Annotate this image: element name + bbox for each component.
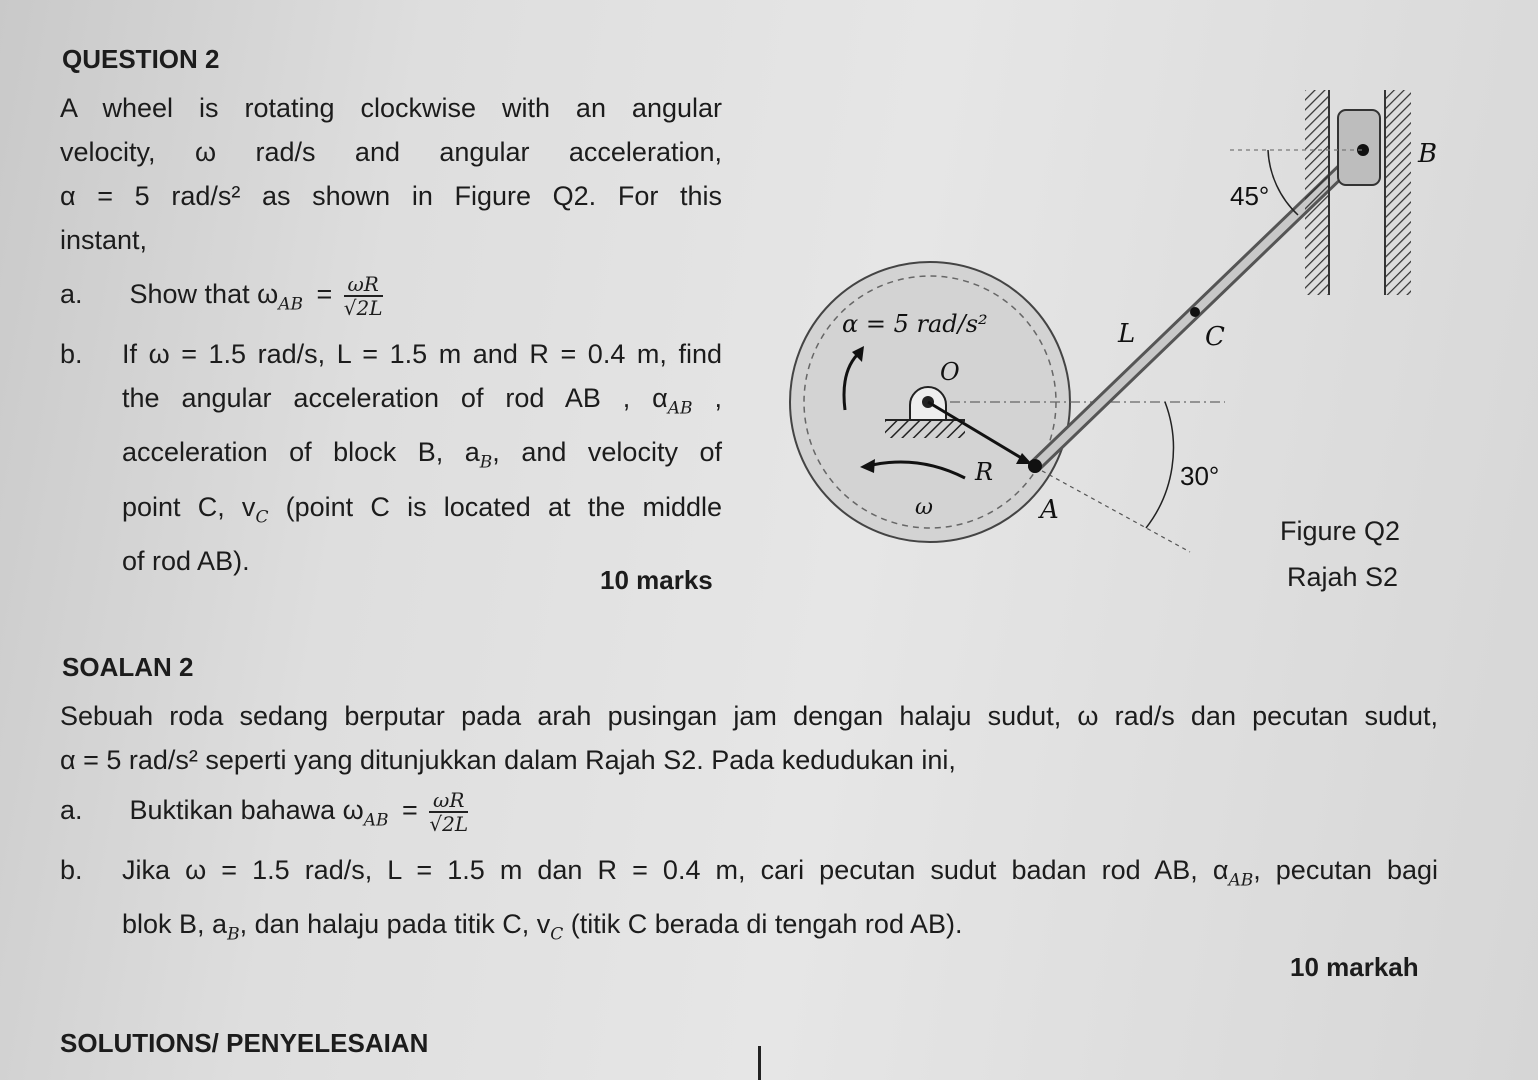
part-b-line: If ω = 1.5 rad/s, L = 1.5 m and R = 0.4 m, find <box>122 339 722 369</box>
alpha-label: α = 5 rad/s² <box>842 310 988 338</box>
angle-30-label: 30° <box>1180 461 1220 491</box>
soalan-b-sub: C <box>550 924 564 945</box>
part-b-sub: B <box>479 452 493 473</box>
soalan-a-sub: AB <box>363 810 389 831</box>
part-b-sub: C <box>255 507 269 528</box>
part-a-text: Show that ω <box>129 279 279 309</box>
question-intro <box>60 86 722 262</box>
part-b-line <box>122 485 722 539</box>
soalan-b-sub: B <box>227 924 240 945</box>
part-a-numerator: ωR <box>344 273 383 297</box>
angle-30-arc <box>1146 402 1173 528</box>
l-label: L <box>1118 319 1136 349</box>
soalan-a-fraction <box>429 789 468 835</box>
soalan-b-line <box>122 848 1438 902</box>
part-b-label: b. <box>60 339 83 369</box>
soalan-b-label: b. <box>60 855 83 885</box>
angle-45-arc <box>1268 150 1298 215</box>
left-wall-hatch <box>1305 90 1329 295</box>
question-part-a <box>60 272 387 326</box>
part-b-sub: AB <box>667 398 693 419</box>
soalan-marks: 10 markah <box>1290 952 1419 982</box>
text-cursor <box>758 1046 761 1080</box>
soalan-b-text: , pecutan bagi <box>1253 855 1438 885</box>
part-a-eq: = <box>316 279 333 309</box>
soalan-part-b <box>60 848 1438 957</box>
joint-a <box>1028 459 1042 473</box>
figure-caption-ms: Rajah S2 <box>1287 562 1399 592</box>
soalan-b-text: Jika ω = 1.5 rad/s, L = 1.5 m dan R = 0.4 m, cari pecutan sudut badan rod AB, α <box>122 855 1229 885</box>
point-c-dot <box>1190 307 1200 317</box>
question-intro-line: velocity, ω rad/s and angular acceleration, <box>60 137 722 167</box>
part-b-line <box>122 376 722 430</box>
figure-caption-en: Figure Q2 <box>1280 516 1401 546</box>
a-point-label: A <box>1040 495 1059 525</box>
soalan-a-numerator: ωR <box>429 789 468 813</box>
question-part-b <box>60 332 722 583</box>
question-title: QUESTION 2 <box>62 44 220 74</box>
part-a-fraction <box>344 273 383 319</box>
right-wall-hatch <box>1385 90 1411 295</box>
angle-45-label: 45° <box>1230 181 1270 211</box>
soalan-b-sub: AB <box>1228 870 1254 891</box>
o-label: O <box>940 358 960 386</box>
soalan-intro-line: Sebuah roda sedang berputar pada arah pusingan jam dengan halaju sudut, ω rad/s dan pecutan sudut, <box>60 701 1438 731</box>
soalan-title: SOALAN 2 <box>62 652 194 682</box>
soalan-b-text: (titik C berada di tengah rod AB). <box>563 909 963 940</box>
part-b-text: acceleration of block B, a <box>122 437 480 468</box>
soalan-a-denominator: √2L <box>429 811 469 836</box>
omega-label: ω <box>915 495 933 520</box>
question-marks: 10 marks <box>600 565 713 595</box>
part-a-label: a. <box>60 279 83 309</box>
soalan-intro <box>60 694 1438 782</box>
soalan-a-eq: = <box>402 795 418 825</box>
soalan-a-text: Buktikan bahawa ω <box>129 795 364 825</box>
part-b-text: (point C is located at the middle <box>268 491 722 522</box>
part-b-text: the angular acceleration of rod AB , α <box>122 383 668 413</box>
part-b-text: , <box>692 383 722 413</box>
part-b-line: of rod AB). <box>122 546 250 577</box>
part-a-sub: AB <box>278 294 303 315</box>
solutions-title: SOLUTIONS/ PENYELESAIAN <box>60 1028 429 1058</box>
soalan-b-text: , dan halaju pada titik C, v <box>239 909 551 940</box>
question-intro-line: A wheel is rotating clockwise with an angular <box>60 93 722 123</box>
r-label: R <box>975 458 994 486</box>
question-intro-line: instant, <box>60 225 148 255</box>
part-b-text: point C, v <box>122 491 256 522</box>
soalan-part-a <box>60 788 472 842</box>
ground-hatch <box>885 420 965 438</box>
soalan-a-label: a. <box>60 795 83 825</box>
part-b-line <box>122 430 722 484</box>
part-a-denominator: √2L <box>343 295 383 320</box>
soalan-b-line <box>122 902 1438 956</box>
c-point-label: C <box>1205 322 1225 352</box>
b-point-label: B <box>1418 139 1438 169</box>
soalan-intro-line: α = 5 rad/s² seperti yang ditunjukkan dalam Rajah S2. Pada kedudukan ini, <box>60 745 956 775</box>
soalan-b-text: blok B, a <box>122 909 228 940</box>
question-intro-line: α = 5 rad/s² as shown in Figure Q2. For this <box>60 181 722 211</box>
part-b-text: , and velocity of <box>492 437 722 468</box>
